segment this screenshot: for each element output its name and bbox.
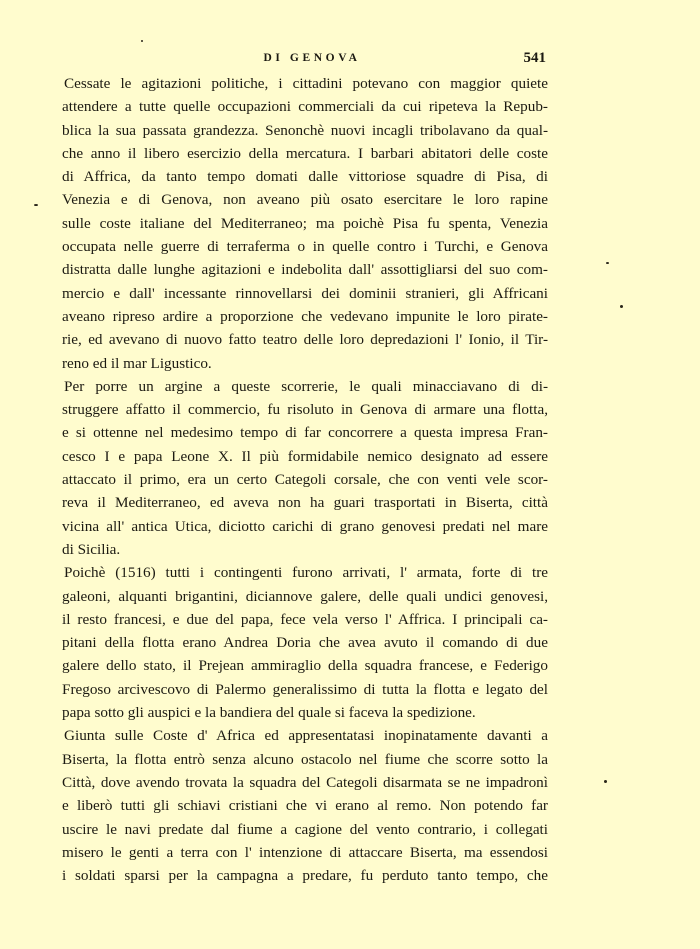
paragraph-4 [62, 724, 548, 887]
text-line: galere dello stato, il Prejean ammiraglio della squadra francese, e Federigo [62, 657, 548, 675]
text-line: Per porre un argine a queste scorrerie, le quali minacciavano di di- [64, 377, 548, 395]
text-line: attaccato il primo, era un certo Categoli corsale, che con venti vele scor- [62, 471, 548, 489]
text-line: galeoni, alquanti brigantini, diciannove galere, delle quali undici genovesi, [62, 587, 548, 605]
paragraph-2 [62, 375, 548, 561]
ink-speck [606, 262, 609, 264]
text-line: uscire le navi predate dal fiume a cagione del vento contrario, i collegati [62, 820, 548, 838]
text-line: e liberò tutti gli schiavi cristiani che vi erano al remo. Non potendo far [62, 797, 548, 815]
text-line: misero le genti a terra con l' intenzione di attaccare Biserta, ma essendosi [62, 843, 548, 861]
text-line: mercio e dall' incessante rinnovellarsi dei dominii stranieri, gli Affricani [62, 284, 548, 302]
ink-speck [604, 780, 607, 783]
text-line: i soldati sparsi per la campagna a predare, fu perduto tanto tempo, che [62, 867, 548, 885]
text-line: aveano ripreso ardire a proporzione che vedevano impunite le loro pirate- [62, 307, 548, 325]
text-line: che anno il libero esercizio della mercatura. I barbari abitatori delle coste [62, 144, 548, 162]
running-title: DI GENOVA [263, 52, 361, 64]
text-line: papa sotto gli auspici e la bandiera del quale si faceva la spedizione. [62, 704, 476, 722]
text-line: Giunta sulle Coste d' Africa ed appresentatasi inopinatamente davanti a [64, 727, 548, 745]
text-line: cesco I e papa Leone X. Il più formidabile nemico designato ad essere [62, 447, 548, 465]
text-line: blica la sua passata grandezza. Senonchè nuovi incagli tribolavano da qual- [62, 121, 548, 139]
text-line: pitani della flotta erano Andrea Doria che avea avuto il comando di due [62, 634, 548, 652]
ink-speck [34, 204, 38, 206]
text-line: reva il Mediterraneo, ed aveva non ha guari trasportati in Biserta, città [62, 494, 548, 512]
text-line: sulle coste italiane del Mediterraneo; ma poichè Pisa fu spenta, Venezia [62, 214, 548, 232]
ink-speck [141, 40, 143, 42]
text-line: Poichè (1516) tutti i contingenti furono arrivati, l' armata, forte di tre [64, 564, 548, 582]
paragraph-1 [62, 72, 548, 375]
body-text [62, 72, 548, 887]
text-line: reno ed il mar Ligustico. [62, 354, 212, 372]
text-line: Biserta, la flotta entrò senza alcuno ostacolo nel fiume che scorre sotto la [62, 750, 548, 768]
text-line: di Affrica, da tanto tempo domati dalle vittoriose squadre di Pisa, di [62, 168, 548, 186]
text-line: Cessate le agitazioni politiche, i cittadini potevano con maggior quiete [64, 75, 548, 92]
text-line: rie, ed avevano di nuovo fatto teatro delle loro depredazioni l' Ionio, il Tir- [62, 331, 548, 349]
running-head [62, 48, 548, 68]
text-line: e si ottenne nel medesimo tempo di far concorrere a questa impresa Fran- [62, 424, 548, 442]
text-line: Fregoso arcivescovo di Palermo generalissimo di tutta la flotta e legato del [62, 680, 548, 698]
text-line: Città, dove avendo trovata la squadra del Categoli disarmata se ne impadronì [62, 773, 548, 791]
text-line: occupata nelle guerre di terraferma o in quelle contro i Turchi, e Genova [62, 238, 548, 256]
page-number: 541 [523, 50, 546, 66]
text-line: il resto francesi, e due del papa, fece vela verso l' Affrica. I principali ca- [62, 610, 548, 628]
paragraph-3 [62, 561, 548, 724]
text-line: vicina all' antica Utica, diciotto carichi di grano genovesi predati nel mare [62, 517, 548, 535]
text-line: di Sicilia. [62, 540, 121, 558]
ink-speck [620, 305, 623, 308]
text-line: distratta dalle lunghe agitazioni e indebolita dall' assottigliarsi del suo com- [62, 261, 548, 279]
text-line: attendere a tutte quelle occupazioni commerciali da cui ripeteva la Repub- [62, 98, 548, 116]
text-line: Venezia e di Genova, non aveano più osato esercitare le loro rapine [62, 191, 548, 209]
text-line: struggere affatto il commercio, fu risoluto in Genova di armare una flotta, [62, 401, 548, 419]
